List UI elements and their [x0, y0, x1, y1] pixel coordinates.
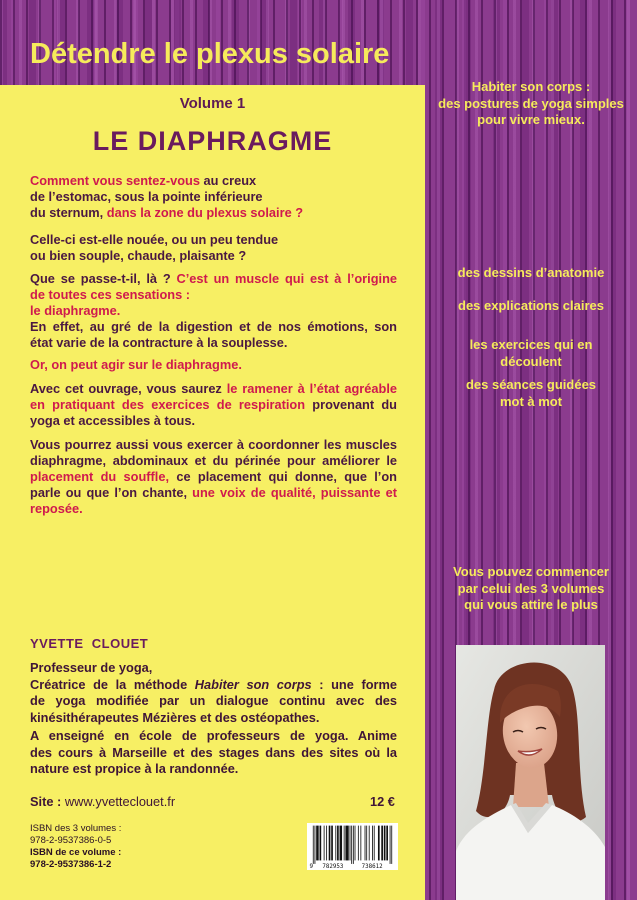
closing-line: par celui des 3 volumes [457, 580, 605, 596]
highlighted-text: une voix de qualité, puissante et [192, 485, 397, 500]
barcode-bar [358, 826, 359, 861]
text-line [30, 397, 397, 413]
feature-anatomy [425, 265, 637, 282]
feature-line: découlent [500, 353, 562, 369]
description-paragraph [30, 232, 397, 264]
tagline-line: pour vivre mieux. [477, 112, 585, 127]
series-title: Détendre le plexus solaire [30, 38, 390, 70]
body-text: Avec cet ouvrage, vous saurez [30, 381, 227, 396]
highlighted-text: le diaphragme. [30, 303, 121, 318]
description-paragraph [30, 173, 397, 221]
body-text: parle ou que l’on chante, [30, 485, 193, 500]
body-text: yoga et accessibles à tous. [30, 413, 196, 428]
barcode-bar [369, 826, 370, 861]
text-line [30, 248, 397, 264]
text-line [30, 205, 397, 221]
barcode-svg [307, 823, 398, 870]
text-line [30, 693, 397, 710]
barcode-digits: 9 [309, 862, 314, 870]
website-line [30, 794, 175, 810]
volume-number: Volume 1 [179, 95, 246, 112]
tagline-line: des postures de yoga simples [438, 95, 624, 111]
description-paragraph [30, 381, 397, 429]
body-text: A enseigné en école de professeurs de yoga. Anime [30, 728, 397, 743]
text-line [30, 303, 397, 319]
highlighted-text: dans la zone du plexus solaire ? [106, 205, 304, 220]
book-title: LE DIAPHRAGME [92, 126, 333, 156]
website-label: Site : [30, 794, 62, 809]
text-line [30, 761, 397, 778]
text-line [30, 745, 397, 762]
bio-paragraph [30, 728, 397, 778]
text-line [30, 710, 397, 727]
text-line [30, 357, 397, 373]
sidebar-tagline [425, 79, 637, 129]
barcode-bar [386, 826, 388, 861]
barcode-bar [313, 826, 314, 864]
body-text: ce placement qui donne, que l’on [169, 469, 397, 484]
barcode-bar [350, 826, 351, 861]
text-line [30, 469, 397, 485]
barcode-bar [390, 826, 391, 864]
barcode-bar [355, 826, 356, 861]
highlighted-text: reposée. [30, 501, 83, 516]
highlighted-text: de toutes ces sensations : [30, 287, 191, 302]
bio-paragraph [30, 660, 397, 726]
isbn-volume-value: 978-2-9537386-1-2 [30, 859, 112, 870]
barcode-bar [345, 826, 348, 861]
barcode-bar [320, 826, 322, 861]
body-text: de l’estomac, sous la pointe inférieure [30, 189, 263, 204]
barcode-bar [340, 826, 343, 861]
barcode-bar [337, 826, 339, 861]
body-text: Vous pourrez aussi vous exercer à coordonner les muscles [30, 437, 397, 452]
closing-line: qui vous attire le plus [464, 597, 598, 612]
isbn-block [30, 823, 121, 871]
isbn-set-value: 978-2-9537386-0-5 [30, 835, 112, 846]
text-line [30, 485, 397, 501]
highlighted-text: Comment vous sentez-vous [30, 173, 200, 188]
body-text: des cours à Marseille et des stages dans des sites où la [30, 744, 397, 760]
body-text: provenant du [305, 397, 397, 412]
body-text: : une forme [311, 676, 397, 692]
description-paragraph [30, 357, 397, 373]
barcode-bar [366, 826, 367, 861]
highlighted-text: le ramener à l’état agréable [226, 381, 397, 396]
body-text: diaphragme, abdominaux et du périnée pour améliorer le [30, 453, 397, 468]
closing-line: Vous pouvez commencer [453, 564, 609, 579]
sidebar-closing [425, 564, 637, 614]
text-line [30, 232, 397, 248]
highlighted-text: en pratiquant des exercices de respiration [30, 397, 306, 412]
text-line [30, 271, 397, 287]
barcode-bar [360, 826, 361, 861]
feature-line: des dessins d’anatomie [457, 265, 605, 280]
barcode-bar [351, 826, 352, 864]
price: 12 € [370, 794, 395, 809]
feature-line: des explications claires [458, 298, 604, 313]
barcode-bar [324, 826, 325, 861]
feature-line: des séances guidées [465, 377, 597, 392]
isbn-set-label: ISBN des 3 volumes : [30, 823, 122, 834]
feature-line: les exercices qui en [469, 337, 593, 352]
barcode-bar [344, 826, 345, 861]
highlighted-text: placement du souffle, [30, 469, 170, 484]
highlighted-text: C’est un muscle qui est à l’origine [176, 271, 398, 286]
feature-explanations [425, 298, 637, 315]
barcode-bar [391, 826, 392, 864]
description-paragraph [30, 437, 397, 517]
author-photo [456, 645, 605, 900]
body-text: En effet, au gré de la digestion et de nos émotions, son [30, 319, 397, 334]
text-line [30, 728, 397, 745]
feature-exercises [425, 337, 637, 370]
barcode-digits: 738612 [361, 862, 383, 870]
text-line [30, 437, 397, 453]
tagline-line: Habiter son corps : [471, 79, 591, 94]
body-text: Professeur de yoga, [30, 660, 153, 675]
barcode-bar [378, 826, 380, 861]
barcode-bar [335, 826, 336, 861]
barcode-bar [374, 826, 375, 861]
text-line [30, 413, 397, 429]
feature-guided-sessions [425, 377, 637, 410]
body-text: Celle-ci est-elle nouée, ou un peu tendue [30, 232, 279, 247]
highlighted-text: Or, on peut agir sur le diaphragme. [30, 357, 242, 372]
text-line [30, 335, 397, 351]
barcode [307, 823, 398, 870]
text-line [30, 677, 397, 694]
description-paragraph [30, 271, 397, 351]
barcode-bar [381, 826, 383, 861]
barcode-bar [331, 826, 333, 861]
website-url: www.yvetteclouet.fr [64, 794, 176, 809]
text-line [30, 319, 397, 335]
feature-line: mot à mot [499, 393, 563, 409]
text-line [30, 287, 397, 303]
body-text: kinésithérapeutes Mézières et des ostéopathes. [30, 709, 320, 725]
barcode-bar [315, 826, 316, 864]
barcode-bar [326, 826, 327, 861]
barcode-bar [329, 826, 331, 861]
text-line [30, 660, 397, 677]
barcode-bar [372, 826, 373, 861]
body-text: au creux [199, 173, 257, 188]
author-name: YVETTE CLOUET [30, 636, 149, 651]
barcode-bar [384, 826, 386, 861]
text-line [30, 189, 397, 205]
isbn-volume-label: ISBN de ce volume : [30, 847, 122, 858]
body-text: nature est propice à la randonnée. [30, 761, 239, 776]
body-text: ou bien souple, chaude, plaisante ? [30, 248, 247, 263]
barcode-bar [316, 826, 319, 861]
body-text: Créatrice de la méthode [30, 676, 195, 692]
emphasized-text: Habiter son corps [194, 676, 312, 692]
book-description [30, 173, 397, 517]
barcode-bar [365, 826, 366, 861]
text-line [30, 501, 397, 517]
text-line [30, 173, 397, 189]
body-text: du sternum, [30, 205, 107, 220]
body-text: état varie de la contracture à la souplesse. [30, 335, 288, 350]
text-line [30, 453, 397, 469]
barcode-bar [353, 826, 354, 864]
author-bio [30, 660, 397, 778]
body-text: Que se passe-t-il, là ? [30, 271, 177, 286]
body-text: de yoga modifiée par un dialogue continu avec des [30, 693, 397, 708]
barcode-digits: 782953 [322, 862, 344, 870]
text-line [30, 381, 397, 397]
